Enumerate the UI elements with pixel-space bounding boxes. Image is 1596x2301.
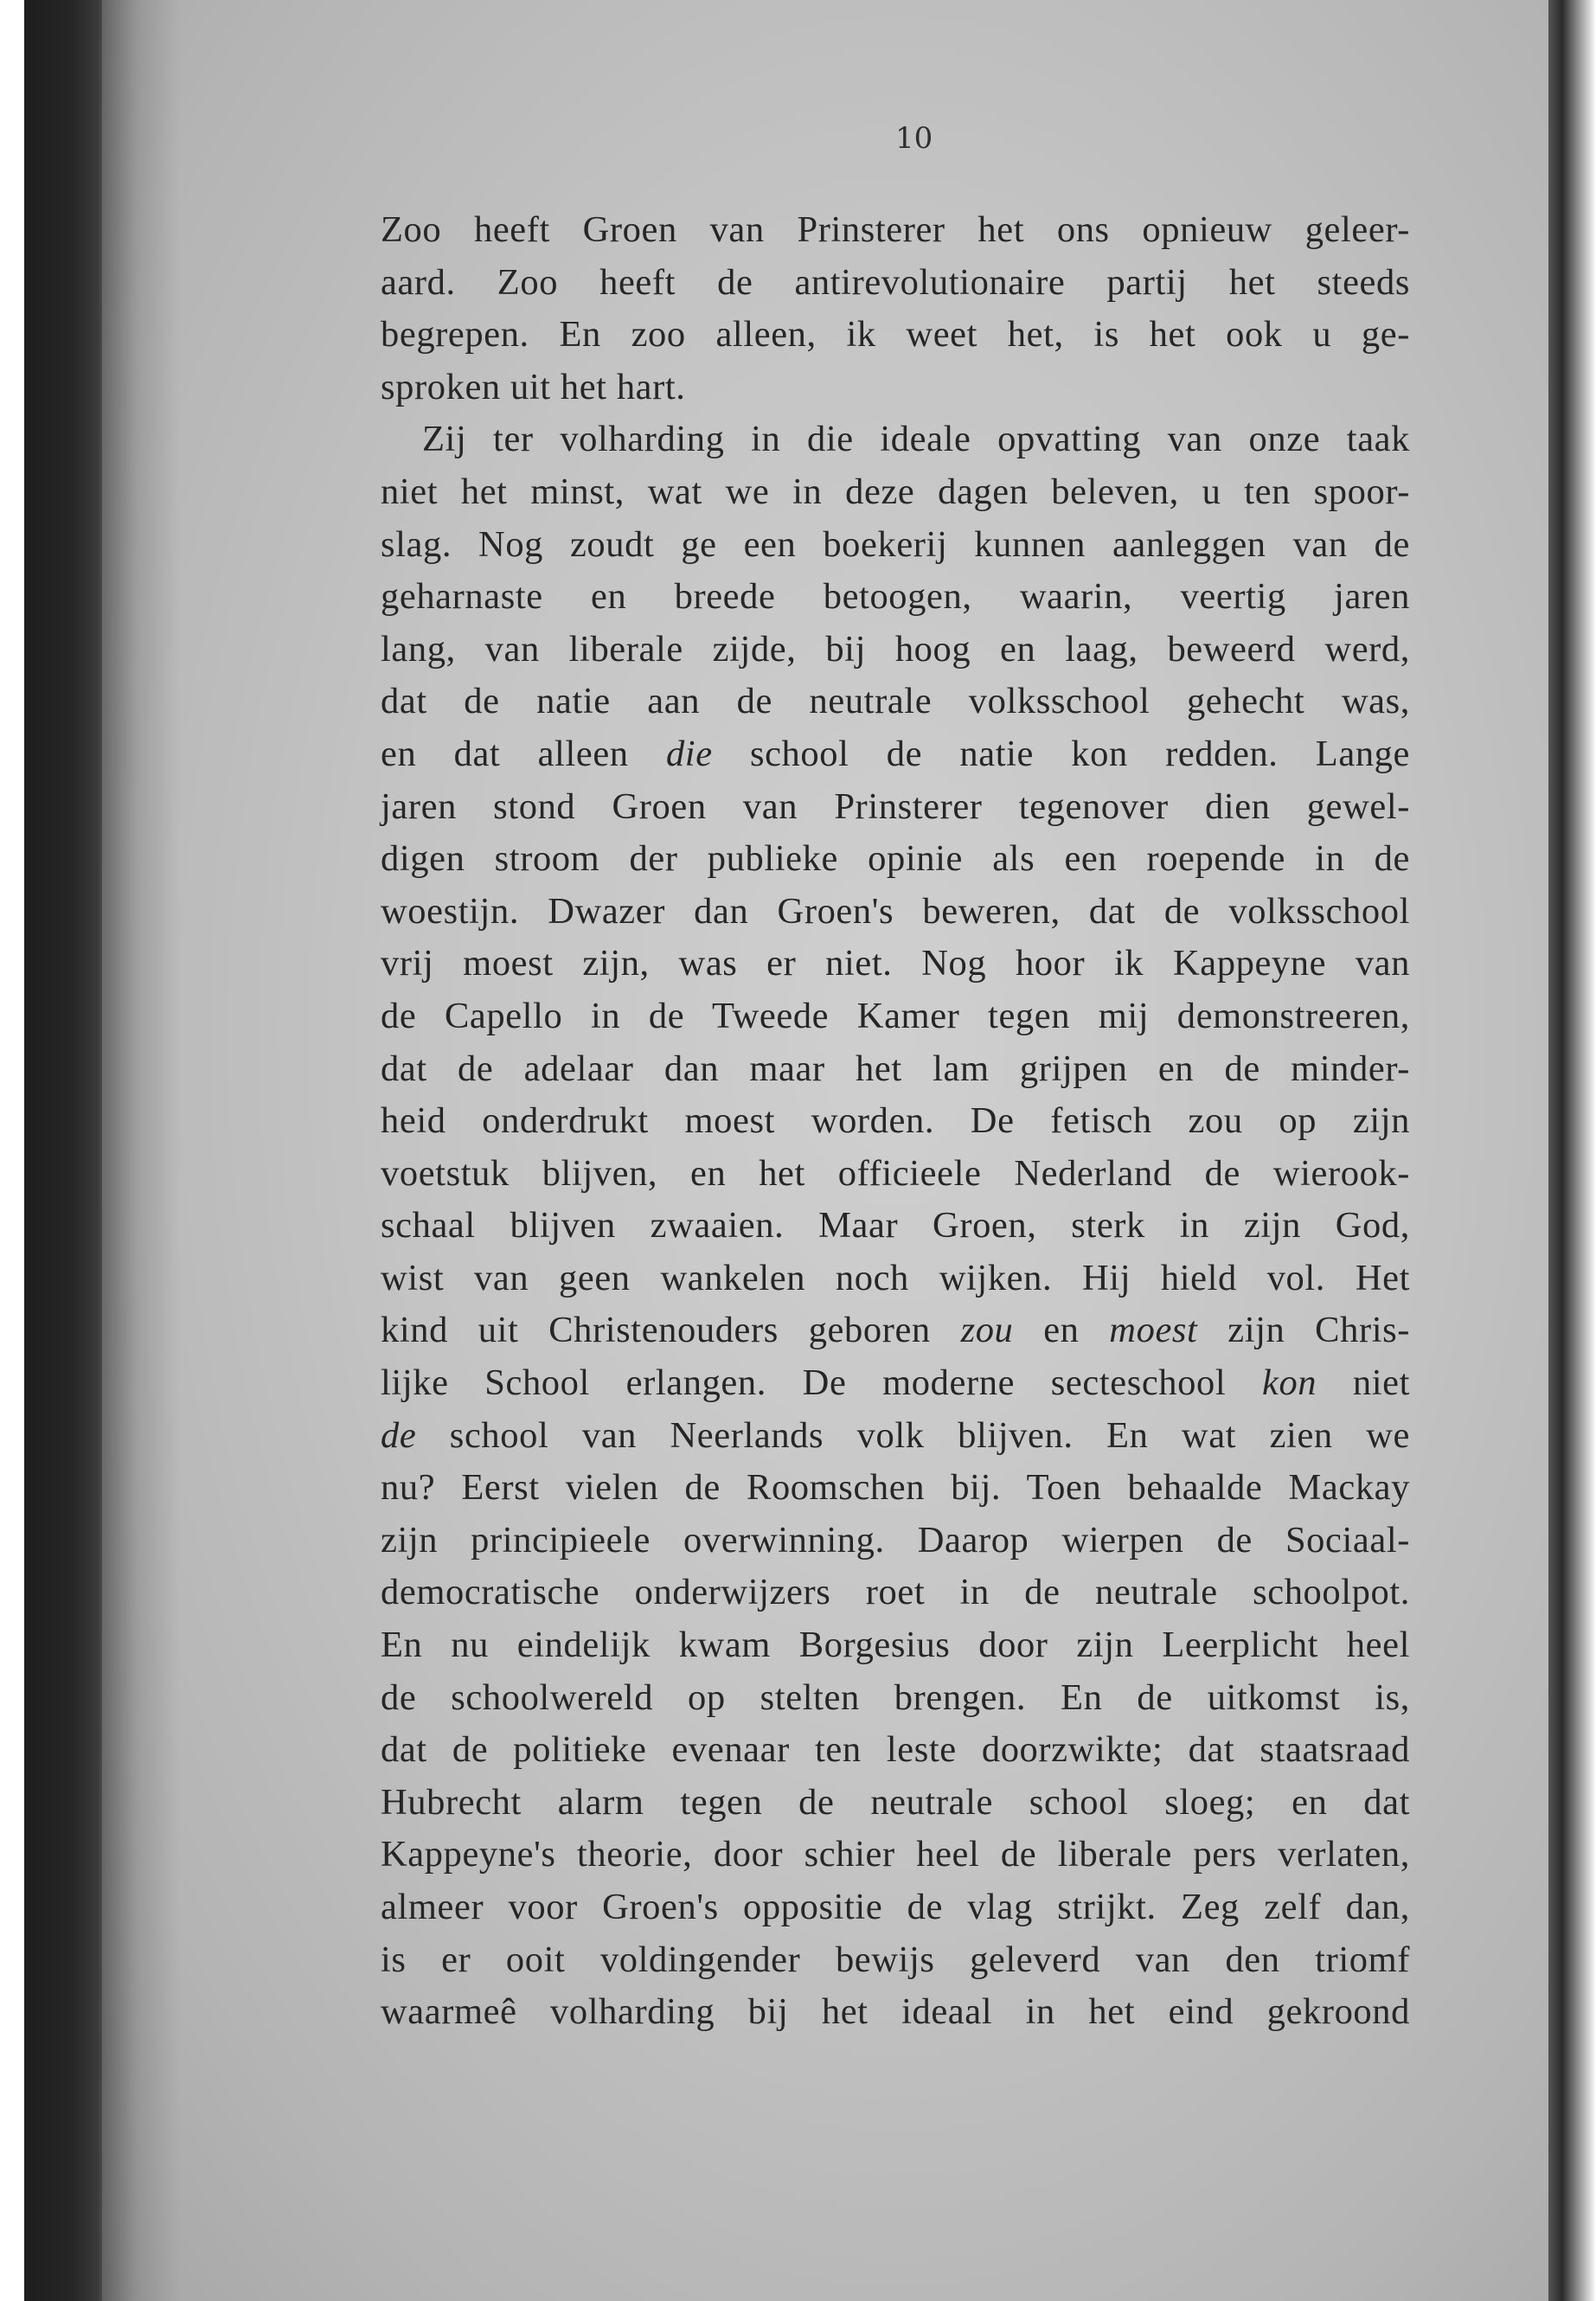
line-segment: school van Neerlands volk blijven. En wat zien we: [416, 1414, 1410, 1456]
line-segment: democratische onderwijzers roet in de neutrale schoolpot.: [381, 1572, 1410, 1613]
line-segment: Kappeyne's theorie, door schier heel de liberale pers verlaten,: [381, 1834, 1410, 1875]
text-line: [381, 1934, 1410, 1987]
text-line: [381, 1515, 1410, 1567]
text-line: [381, 676, 1410, 728]
text-line: [381, 1777, 1410, 1830]
scan-border-left: [24, 0, 111, 2301]
text-line: [381, 1986, 1410, 2039]
line-segment: is er ooit voldingender bewijs geleverd van den triomf: [381, 1939, 1410, 1980]
text-line: [381, 1672, 1410, 1725]
text-line: [381, 466, 1410, 519]
line-segment: en dat alleen: [381, 733, 666, 774]
text-line: [381, 1148, 1410, 1201]
line-segment: school de natie kon redden. Lange: [712, 733, 1410, 774]
gutter-shadow: [102, 0, 180, 2301]
line-segment: Zoo heeft Groen van Prinsterer het ons opnieuw geleer-: [381, 209, 1410, 250]
line-segment: lijke School erlangen. De moderne secteschool: [381, 1362, 1262, 1404]
line-segment: zijn principieele overwinning. Daarop wierpen de Sociaal-: [381, 1519, 1410, 1561]
line-segment: dat de adelaar dan maar het lam grijpen en de minder-: [381, 1048, 1410, 1089]
text-line: [381, 1829, 1410, 1881]
line-segment: de Capello in de Tweede Kamer tegen mij demonstreeren,: [381, 995, 1410, 1036]
line-segment: de schoolwereld op stelten brengen. En de uitkomst is,: [381, 1676, 1410, 1718]
line-segment: dat de politieke evenaar ten leste doorzwikte; dat staatsraad: [381, 1729, 1410, 1771]
line-segment: woestijn. Dwazer dan Groen's beweren, dat de volksschool: [381, 890, 1410, 932]
line-segment: schaal blijven zwaaien. Maar Groen, sterk in zijn God,: [381, 1205, 1410, 1247]
line-segment: begrepen. En zoo alleen, ik weet het, is het ook u ge-: [381, 314, 1410, 356]
text-line: [381, 1881, 1410, 1934]
text-line: [381, 1357, 1410, 1410]
text-line: [381, 519, 1410, 572]
line-segment: dat de natie aan de neutrale volksschool gehecht was,: [381, 681, 1410, 722]
emphasis-text: de: [381, 1414, 417, 1456]
line-segment: voetstuk blijven, en het officieele Nederland de wierook-: [381, 1152, 1410, 1194]
line-segment: lang, van liberale zijde, bij hoog en laag, beweerd werd,: [381, 628, 1410, 670]
text-line: [381, 1462, 1410, 1515]
text-line: [381, 781, 1410, 834]
text-line: [381, 1410, 1410, 1463]
text-line: [381, 362, 1410, 414]
page-number: 10: [895, 121, 933, 156]
body-text: [381, 204, 1410, 2039]
emphasis-text: die: [665, 733, 713, 774]
line-segment: wist van geen wankelen noch wijken. Hij hield vol. Het: [381, 1257, 1410, 1298]
text-line: [381, 1724, 1410, 1777]
text-line: [381, 1619, 1410, 1672]
line-segment: digen stroom der publieke opinie als een roepende in de: [381, 838, 1410, 880]
line-segment: heid onderdrukt moest worden. De fetisch zou op zijn: [381, 1100, 1410, 1142]
text-line: [381, 1095, 1410, 1148]
text-line: [381, 624, 1410, 676]
line-segment: sproken uit het hart.: [381, 366, 686, 407]
text-line: [381, 886, 1410, 939]
line-segment: geharnaste en breede betoogen, waarin, veertig jaren: [381, 576, 1410, 618]
text-line: [381, 309, 1410, 362]
text-line: [381, 571, 1410, 624]
text-line: [381, 728, 1410, 781]
text-line: [381, 990, 1410, 1043]
line-segment: zijn Chris-: [1197, 1310, 1410, 1351]
text-line: [381, 1043, 1410, 1096]
line-segment: almeer voor Groen's oppositie de vlag strijkt. Zeg zelf dan,: [381, 1887, 1410, 1927]
text-line: [381, 413, 1410, 466]
text-line: [381, 204, 1410, 257]
text-line: [381, 1304, 1410, 1357]
line-segment: aard. Zoo heeft de antirevolutionaire partij het steeds: [381, 261, 1410, 303]
emphasis-text: moest: [1109, 1310, 1198, 1351]
line-segment: niet: [1317, 1362, 1411, 1404]
line-segment: slag. Nog zoudt ge een boekerij kunnen aanleggen van de: [381, 523, 1410, 565]
line-segment: En nu eindelijk kwam Borgesius door zijn Leerplicht heel: [381, 1625, 1410, 1666]
line-segment: nu? Eerst vielen de Roomschen bij. Toen behaalde Mackay: [381, 1467, 1410, 1509]
line-segment: jaren stond Groen van Prinsterer tegenover dien gewel-: [381, 785, 1410, 827]
line-segment: Hubrecht alarm tegen de neutrale school sloeg; en dat: [381, 1781, 1410, 1823]
text-line: [381, 833, 1410, 886]
text-line: [381, 1253, 1410, 1305]
text-line: [381, 1200, 1410, 1253]
line-segment: vrij moest zijn, was er niet. Nog hoor ik Kappeyne van: [381, 943, 1410, 984]
emphasis-text: kon: [1261, 1362, 1317, 1404]
text-line: [381, 257, 1410, 310]
line-segment: Zij ter volharding in die ideale opvatting van onze taak: [422, 419, 1410, 460]
line-segment: waarmeê volharding bij het ideaal in het eind gekroond: [381, 1991, 1410, 2033]
text-line: [381, 938, 1410, 990]
line-segment: kind uit Christenouders geboren: [381, 1310, 961, 1351]
line-segment: en: [1013, 1310, 1110, 1351]
line-segment: niet het minst, wat we in deze dagen beleven, u ten spoor-: [381, 471, 1410, 512]
emphasis-text: zou: [960, 1310, 1014, 1351]
text-line: [381, 1567, 1410, 1619]
